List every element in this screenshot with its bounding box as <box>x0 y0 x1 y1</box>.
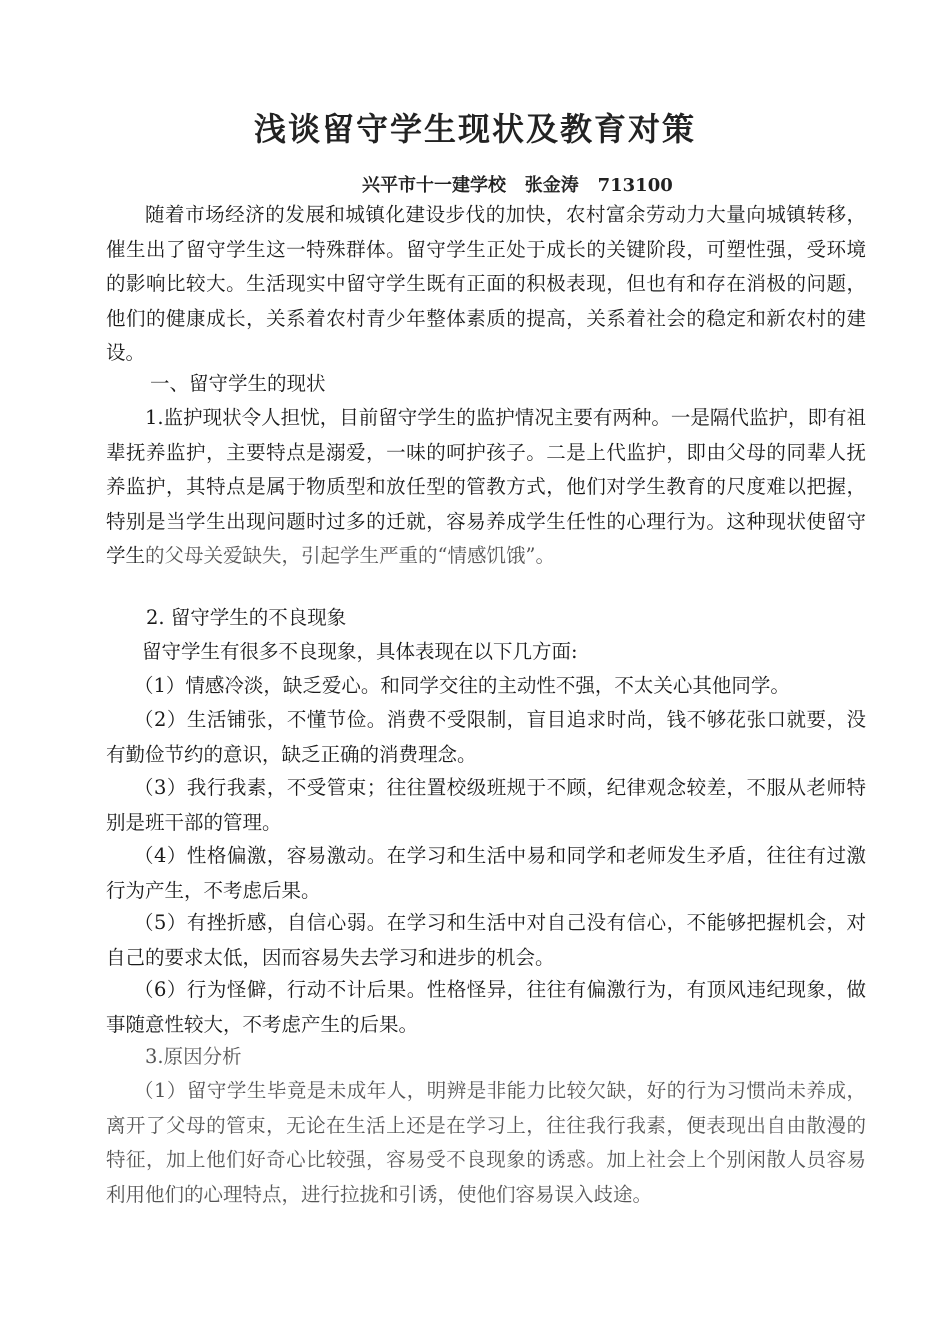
monitoring-paragraph <box>106 401 866 574</box>
bad-item-4: （4）性格偏激，容易激动。在学习和生活中易和同学和老师发生矛盾，往往有过激行为产生，不考虑后果。 <box>106 844 866 902</box>
author-byline: 兴平市十一建学校 张金涛 713100 <box>362 175 673 196</box>
monitoring-text: 1.监护现状令人担忧，目前留守学生的监护情况主要有两种。一是隔代监护，即有祖辈抚养监护，主要特点是溺爱，一味的呵护孩子。二是上代监护，即由父母的同辈人抚养监护，其特点是属于物质型和放任型的管教方式，他们对学生教育的尺度难以把握，特别是当学生出现问题时过多的迁就，容易养成学生任性的心理行为。这种现状使留守学生 <box>106 406 866 567</box>
monitoring-text-tail: 的父母关爱缺失，引起学生严重的“情感饥饿”。 <box>145 544 555 567</box>
bad-item-5: （5）有挫折感，自信心弱。在学习和生活中对自己没有信心，不能够把握机会，对自己的要求太低，因而容易失去学习和进步的机会。 <box>106 911 866 969</box>
subheading-cause-analysis: 3.原因分析 <box>145 1045 242 1068</box>
intro-paragraph: 随着市场经济的发展和城镇化建设步伐的加快，农村富余劳动力大量向城镇转移，催生出了留守学生这一特殊群体。留守学生正处于成长的关键阶段，可塑性强，受环境的影响比较大。生活现实中留守学生既有正面的积极表现，但也有和存在消极的问题，他们的健康成长，关系着农村青少年整体素质的提高，关系着社会的稳定和新农村的建设。 <box>106 203 866 364</box>
bad-item-1: （1）情感冷淡，缺乏爱心。和同学交往的主动性不强，不太关心其他同学。 <box>134 674 790 697</box>
document-title: 浅谈留守学生现状及教育对策 <box>253 110 696 148</box>
cause-paragraph-1: （1）留守学生毕竟是未成年人，明辨是非能力比较欠缺，好的行为习惯尚未养成，离开了父母的管束，无论在生活上还是在学习上，往往我行我素，便表现出自由散漫的特征，加上他们好奇心比较强，容易受不良现象的诱惑。加上社会上个别闲散人员容易利用他们的心理特点，进行拉拢和引诱，使他们容易误入歧途。 <box>106 1079 866 1206</box>
subheading-bad-phenomena: 2. 留守学生的不良现象 <box>146 606 347 629</box>
bad-item-3: （3）我行我素，不受管束；往往置校级班规于不顾，纪律观念较差，不服从老师特别是班干部的管理。 <box>106 776 866 834</box>
bad-item-2: （2）生活铺张，不懂节俭。消费不受限制，盲目追求时尚，钱不够花张口就要，没有勤俭节约的意识，缺乏正确的消费理念。 <box>106 708 866 766</box>
bad-item-6: （6）行为怪僻，行动不计后果。性格怪异，往往有偏激行为，有顶风违纪现象，做事随意性较大，不考虑产生的后果。 <box>106 978 866 1036</box>
section-heading-1: 一、留守学生的现状 <box>150 372 326 395</box>
bad-phenomena-intro: 留守学生有很多不良现象，具体表现在以下几方面: <box>142 640 578 663</box>
